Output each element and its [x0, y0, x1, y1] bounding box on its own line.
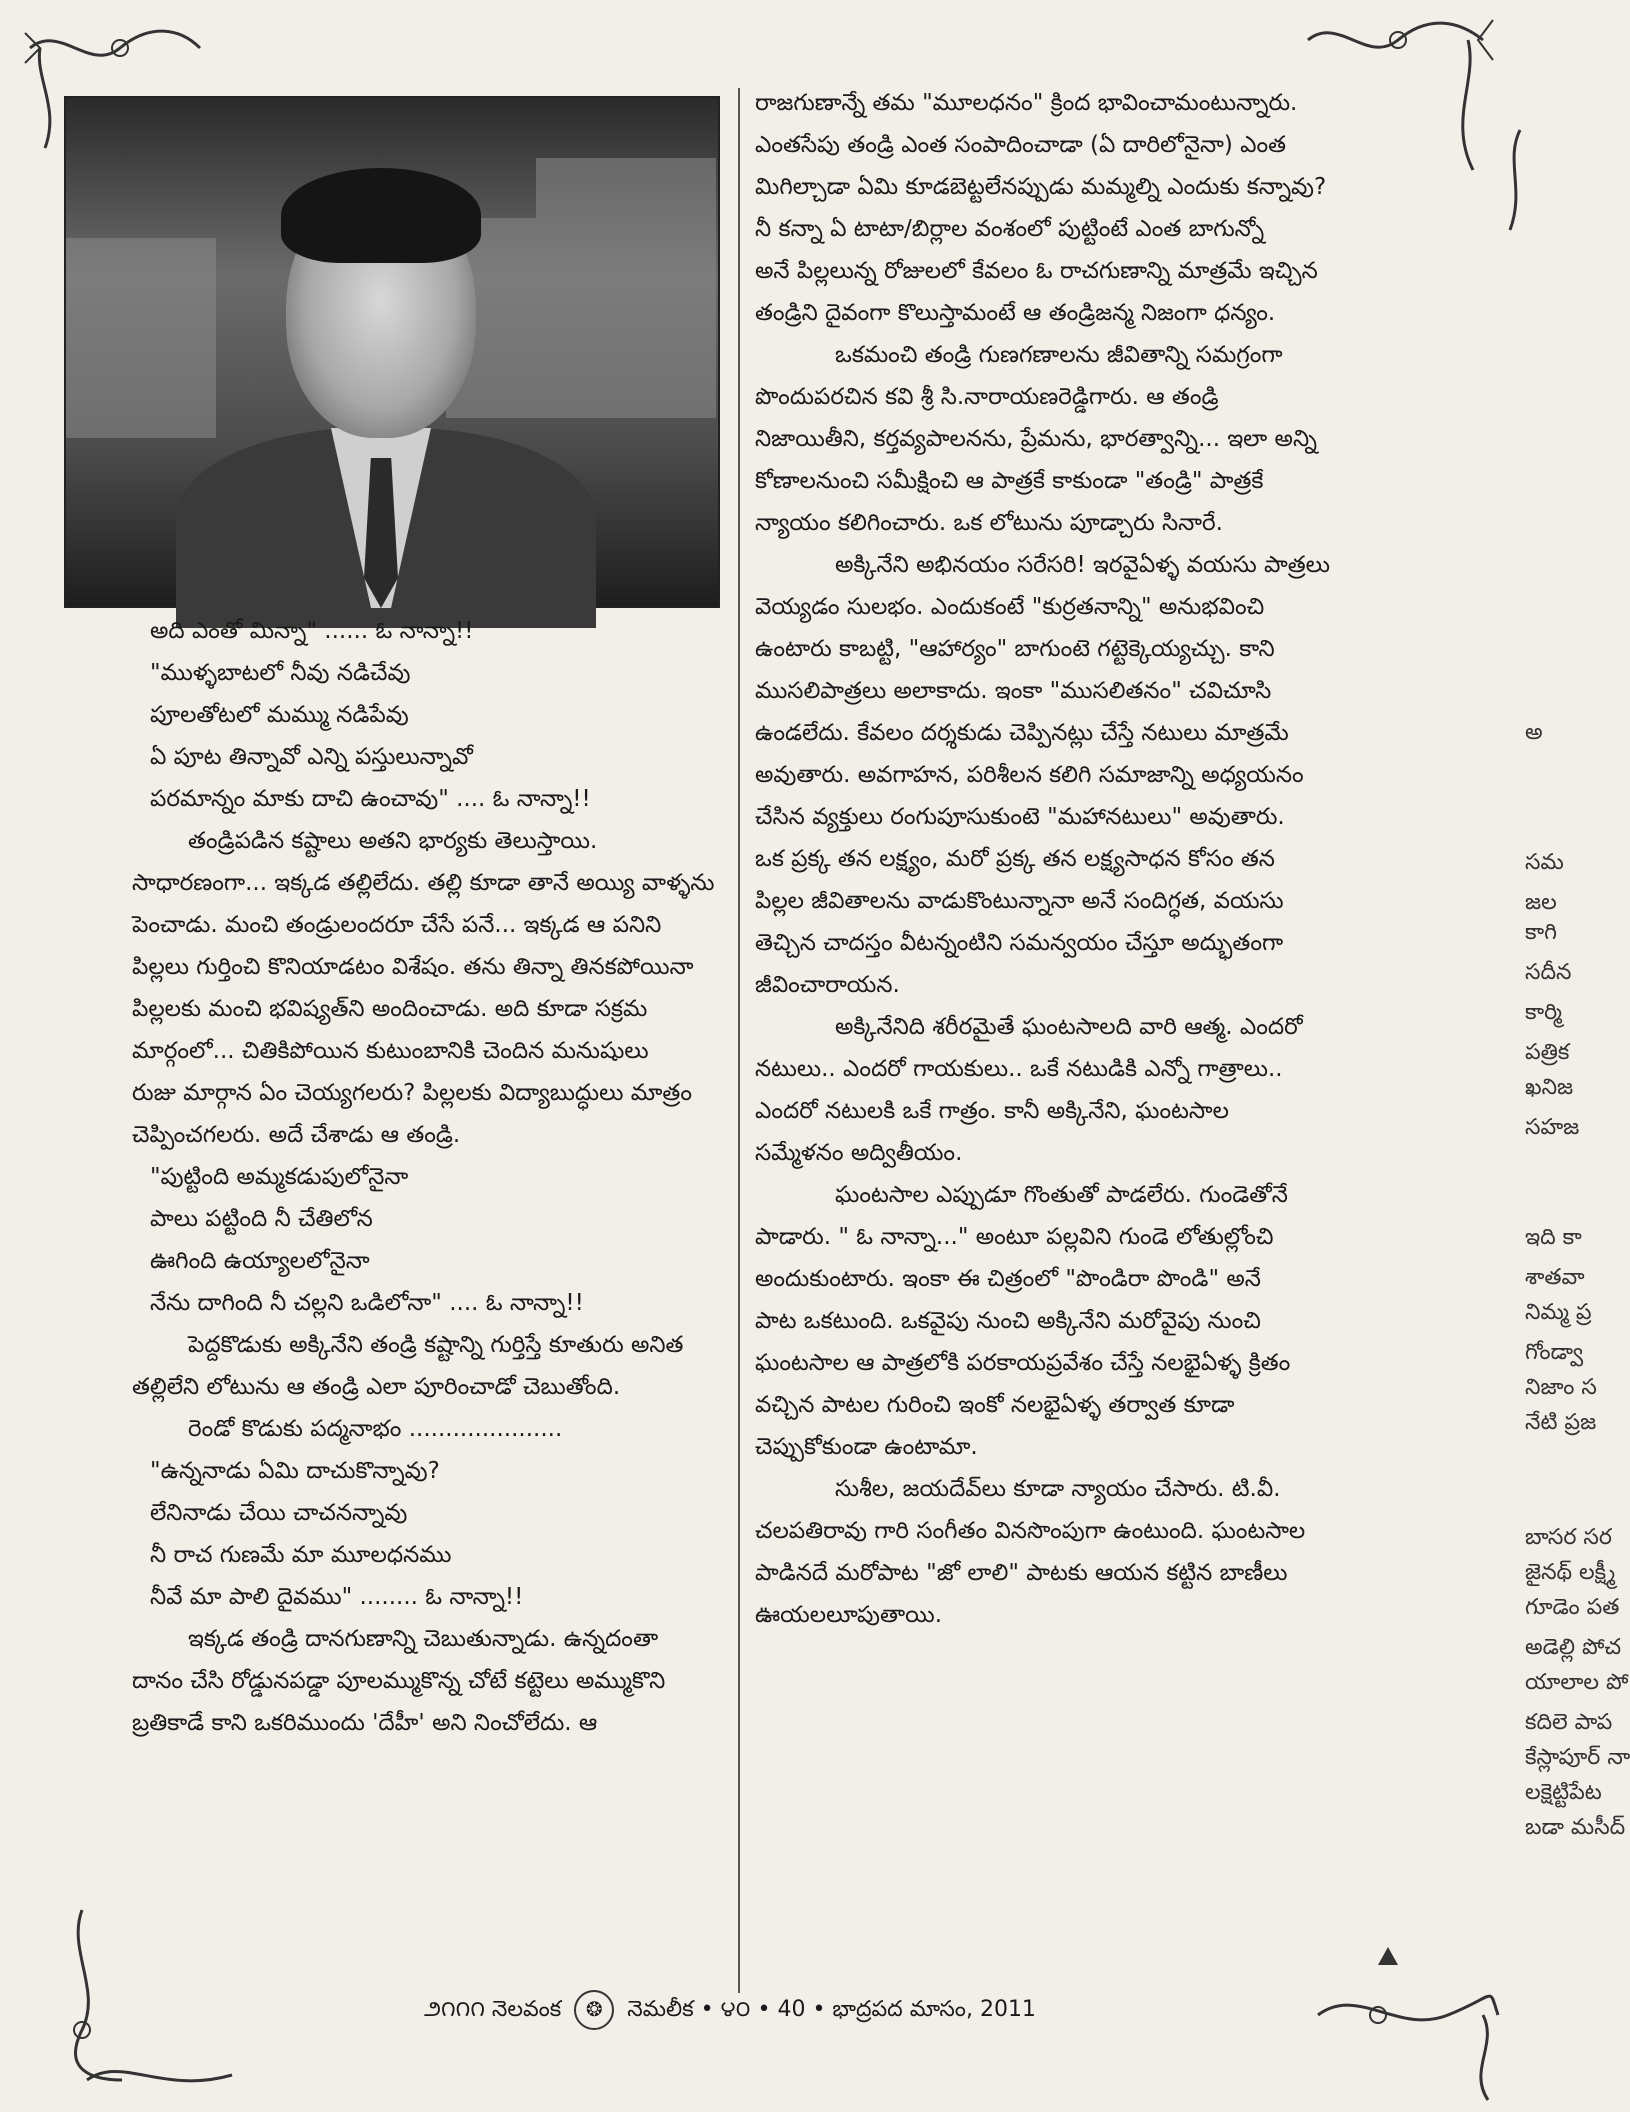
text-line: ఇక్కడ తండ్రి దానగుణాన్ని చెబుతున్నాడు. ఉన్నదంతా [188, 1626, 659, 1652]
text-line: సాధారణంగా... ఇక్కడ తల్లిలేదు. తల్లి కూడా తానే అయ్యి వాళ్ళను [132, 870, 715, 896]
text-line: ఘంటసాల ఆ పాత్రలోకి పరకాయప్రవేశం చేస్తే నలభైఏళ్ళ క్రితం [755, 1350, 1291, 1376]
text-line: పరమాన్నం మాకు దాచి ఉంచావు" .... ఓ నాన్నా!! [150, 786, 591, 812]
edge-fragment: ఖనిజ [1525, 1075, 1574, 1100]
text-line: ఒకమంచి తండ్రి గుణగణాలను జీవితాన్ని సమగ్రంగా [835, 342, 1283, 368]
edge-fragment: కార్మి [1525, 1000, 1563, 1025]
edge-fragment: గూడెం పత [1525, 1595, 1620, 1620]
text-line: దానం చేసి రోడ్డునపడ్డా పూలమ్ముకొన్న చోటే కట్టెలు అమ్ముకొని [132, 1668, 666, 1694]
magazine-logo-icon: ❂ [574, 1990, 614, 2030]
edge-fragment: సమ [1525, 850, 1564, 875]
text-line: తెచ్చిన చాదస్తం వీటన్నంటిని సమన్వయం చేస్తూ అద్భుతంగా [755, 930, 1284, 956]
text-line: పిల్లలు గుర్తించి కొనియాడటం విశేషం. తను తిన్నా తినకపోయినా [132, 954, 694, 980]
actor-portrait-photo [64, 96, 720, 608]
text-line: నటులు.. ఎందరో గాయకులు.. ఒకే నటుడికి ఎన్నో గాత్రాలు.. [755, 1056, 1283, 1082]
text-line: అందుకుంటారు. ఇంకా ఈ చిత్రంలో "పొండిరా పొండి" అనే [755, 1266, 1261, 1292]
text-line: న్యాయం కలిగించారు. ఒక లోటును పూడ్చారు సినారే. [755, 510, 1223, 536]
edge-fragment: శాతవా [1525, 1265, 1585, 1290]
right-column-text [755, 82, 1445, 1636]
text-line: పాట ఒకటుంది. ఒకవైపు నుంచి అక్కినేని మరోవైపు నుంచి [755, 1308, 1261, 1334]
edge-fragment: గోండ్వా [1525, 1340, 1584, 1365]
text-line: బ్రతికాడే కాని ఒకరిముందు 'దేహీ' అని నించోలేదు. ఆ [132, 1710, 598, 1736]
text-line: రెండో కొడుకు పద్మనాభం ..................... [188, 1416, 563, 1442]
text-line: వెయ్యడం సులభం. ఎందుకంటే "కుర్రతనాన్ని" అనుభవించి [755, 594, 1265, 620]
text-line: రాజగుణాన్నే తమ "మూలధనం" క్రింద భావించామంటున్నారు. [755, 90, 1298, 116]
edge-fragment: సదీన [1525, 960, 1572, 985]
text-line: ఒక ప్రక్క తన లక్ష్యం, మరో ప్రక్క తన లక్ష్యసాధన కోసం తన [755, 846, 1275, 872]
text-line: ఏ పూట తిన్నావో ఎన్ని పస్తులున్నావో [150, 744, 473, 770]
text-line: చేసిన వ్యక్తులు రంగుపూసుకుంటె "మహానటులు" అవుతారు. [755, 804, 1285, 830]
text-line: నేను దాగింది నీ చల్లని ఒడిలోనా" .... ఓ నాన్నా!! [150, 1290, 584, 1316]
edge-fragment: అ [1525, 720, 1543, 745]
text-line: పొందుపరచిన కవి శ్రీ సి.నారాయణరెడ్డిగారు. ఆ తండ్రి [755, 384, 1219, 410]
text-line: ఊగింది ఉయ్యాలలోనైనా [150, 1248, 370, 1274]
text-line: సుశీల, జయదేవ్‌లు కూడా న్యాయం చేసారు. టి.వీ. [835, 1476, 1281, 1502]
text-line: అక్కినేని అభినయం సరేసరి! ఇరవైఏళ్ళ వయసు పాత్రలు [835, 552, 1330, 578]
text-line: చెప్పించగలరు. అదే చేశాడు ఆ తండ్రి. [132, 1122, 461, 1148]
edge-fragment: జల [1525, 890, 1557, 915]
text-line: నీ కన్నా ఏ టాటా/బిర్లాల వంశంలో పుట్టింటే ఎంత బాగున్నో [755, 216, 1265, 242]
text-line: తండ్రిని దైవంగా కొలుస్తామంటే ఆ తండ్రిజన్మ నిజంగా ధన్యం. [755, 300, 1276, 326]
text-line: చలపతిరావు గారి సంగీతం వినసొంపుగా ఉంటుంది. ఘంటసాల [755, 1518, 1306, 1544]
edge-fragment: కేస్లాపూర్ నా [1525, 1745, 1630, 1770]
text-line: జీవించారాయన. [755, 972, 900, 998]
text-line: కోణాలనుంచి సమీక్షించి ఆ పాత్రకే కాకుండా "తండ్రి" పాత్రకే [755, 468, 1264, 494]
text-line: రుజు మార్గాన ఏం చెయ్యగలరు? పిల్లలకు విద్యాబుద్ధులు మాత్రం [132, 1080, 692, 1106]
text-line: నిజాయితీని, కర్తవ్యపాలనను, ప్రేమను, భారత్వాన్ని... ఇలా అన్ని [755, 426, 1317, 452]
text-line: "ఉన్ననాడు ఏమి దాచుకొన్నావు? [150, 1458, 440, 1484]
ornament-bottom-left [62, 1900, 242, 2095]
text-line: అనే పిల్లలున్న రోజులలో కేవలం ఓ రాచగుణాన్ని మాత్రమే ఇచ్చిన [755, 258, 1318, 284]
text-line: పిల్లలకు మంచి భవిష్యత్‌ని అందించాడు. అది కూడా సక్రమ [132, 996, 648, 1022]
text-line: అక్కినేనిది శరీరమైతే ఘంటసాలది వారి ఆత్మ. ఎందరో [835, 1014, 1303, 1040]
text-line: చెప్పుకోకుండా ఉంటామా. [755, 1434, 978, 1460]
text-line: సమ్మేళనం అద్వితీయం. [755, 1140, 963, 1166]
edge-fragment: నేటి ప్రజ [1525, 1410, 1597, 1435]
text-line: పెద్దకొడుకు అక్కినేని తండ్రి కష్టాన్ని గుర్తిస్తే కూతురు అనిత [188, 1332, 684, 1358]
text-line: ఎందరో నటులకి ఒకే గాత్రం. కానీ అక్కినేని, ఘంటసాల [755, 1098, 1229, 1124]
text-line: తండ్రిపడిన కష్టాలు అతని భార్యకు తెలుస్తాయి. [188, 828, 598, 854]
footer-left: ౨౧౧౧ నెలవంక [424, 1997, 562, 2022]
edge-fragment: నిజాం స [1525, 1375, 1597, 1400]
edge-fragment: కాగి [1525, 920, 1557, 945]
text-line: మార్గంలో... చితికిపోయిన కుటుంబానికి చెందిన మనుషులు [132, 1038, 649, 1064]
text-line: ఎంతసేపు తండ్రి ఎంత సంపాదించాడా (ఏ దారిలోనైనా) ఎంత [755, 132, 1287, 158]
page-footer [290, 1990, 1170, 2030]
text-line: మిగిల్చాడా ఏమి కూడబెట్టలేనప్పుడు మమ్మల్ని ఎందుకు కన్నావు? [755, 174, 1327, 200]
edge-fragment: సహజ [1525, 1115, 1580, 1140]
edge-fragment: కదిలె పాప [1525, 1710, 1613, 1735]
edge-fragment: యాలాల పో [1525, 1670, 1629, 1695]
text-line: నీ రాచ గుణమే మా మూలధనము [150, 1542, 452, 1568]
text-line: అది ఎంతో మిన్నా" ...... ఓ నాన్నా!! [150, 618, 474, 644]
footer-right: నెమలీక • ౪౦ • 40 • భాద్రపద మాసం, 2011 [627, 1997, 1036, 2022]
text-line: అవుతారు. అవగాహన, పరిశీలన కలిగి సమాజాన్ని అధ్యయనం [755, 762, 1304, 788]
edge-fragment: అడెల్లి పోచ [1525, 1635, 1622, 1660]
text-line: వచ్చిన పాటల గురించి ఇంకో నలభైఏళ్ళ తర్వాత కూడా [755, 1392, 1235, 1418]
text-line: ముసలిపాత్రలు అలాకాదు. ఇంకా "ముసలితనం" చవిచూసి [755, 678, 1272, 704]
edge-fragment: పత్రిక [1525, 1040, 1570, 1065]
text-line: పాలు పట్టింది నీ చేతిలోన [150, 1206, 373, 1232]
ornament-bottom-right [1308, 1955, 1508, 2105]
text-line: ఘంటసాల ఎప్పుడూ గొంతుతో పాడలేరు. గుండెతోనే [835, 1182, 1288, 1208]
edge-fragment: బడా మసీద్ [1525, 1815, 1626, 1840]
text-line: పూలతోటలో మమ్ము నడిపేవు [150, 702, 409, 728]
edge-fragment: నిమ్మ ప్ర [1525, 1300, 1592, 1325]
text-line: ఉంటారు కాబట్టి, "ఆహార్యం" బాగుంటె గట్టెక్కెయ్యచ్చు. కాని [755, 636, 1275, 662]
text-line: పెంచాడు. మంచి తండ్రులందరూ చేసే పనే... ఇక్కడ ఆ పనిని [132, 912, 662, 938]
edge-fragment: జైనథ్ లక్ష్మీ [1525, 1560, 1616, 1585]
left-column-text [132, 610, 730, 1744]
text-line: ఉండలేదు. కేవలం దర్శకుడు చెప్పినట్లు చేస్తే నటులు మాత్రమే [755, 720, 1289, 746]
text-line: పాడారు. " ఓ నాన్నా..." అంటూ పల్లవిని గుండె లోతుల్లోంచి [755, 1224, 1274, 1250]
edge-fragment: లక్షెట్టిపేట [1525, 1780, 1602, 1805]
edge-fragment: ఇది కా [1525, 1225, 1582, 1250]
text-line: పిల్లల జీవితాలను వాడుకొంటున్నానా అనే సందిగ్ధత, వయసు [755, 888, 1284, 914]
text-line: లేనినాడు చేయి చాచనన్నావు [150, 1500, 408, 1526]
text-line: పాడినదే మరోపాట "జో లాలి" పాటకు ఆయన కట్టిన బాణీలు [755, 1560, 1288, 1586]
end-mark-icon [1378, 1947, 1398, 1965]
text-line: తల్లిలేని లోటును ఆ తండ్రి ఎలా పూరించాడో చెబుతోంది. [132, 1374, 621, 1400]
column-divider [738, 88, 740, 1993]
text-line: "పుట్టింది అమ్మకడుపులోనైనా [150, 1164, 409, 1190]
text-line: "ముళ్ళబాటలో నీవు నడిచేవు [150, 660, 411, 686]
edge-fragment: బాసర సర [1525, 1525, 1612, 1550]
text-line: నీవే మా పాలి దైవము" ........ ఓ నాన్నా!! [150, 1584, 524, 1610]
text-line: ఊయలలూపుతాయి. [755, 1602, 943, 1628]
adjacent-page-fragments [1525, 0, 1630, 2112]
